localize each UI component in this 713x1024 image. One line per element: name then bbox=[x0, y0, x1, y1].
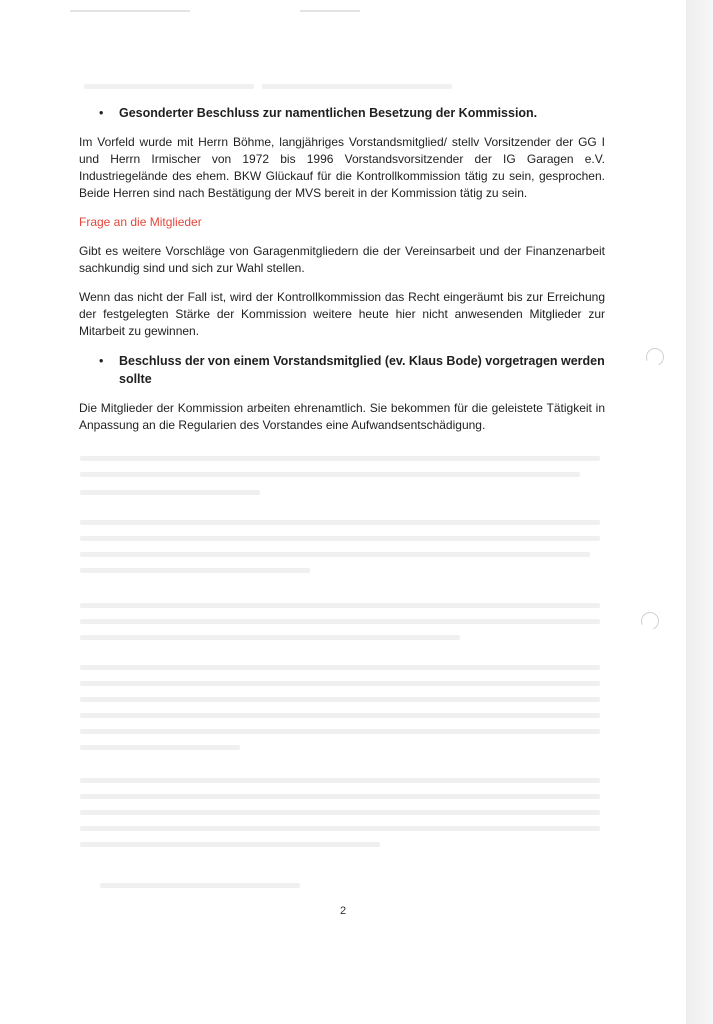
bleed-through-line bbox=[80, 697, 600, 702]
bleed-through-line bbox=[80, 681, 600, 686]
bleed-through-line bbox=[80, 794, 600, 799]
bleed-through-line bbox=[262, 84, 452, 89]
bleed-through-line bbox=[80, 552, 590, 557]
paragraph-ehrenamtlich: Die Mitglieder der Kommission arbeiten ehrenamtlich. Sie bekommen für die geleistete Tätigkeit in Anpassung an die Regularien des Vorstandes eine Aufwandsentschädigung. bbox=[79, 401, 605, 432]
punch-hole bbox=[643, 345, 666, 368]
bullet-heading-beschluss bbox=[79, 352, 605, 388]
bleed-through-line bbox=[80, 842, 380, 847]
bullet-icon: • bbox=[99, 354, 104, 368]
bleed-through-line bbox=[80, 778, 600, 783]
question-heading: Frage an die Mitglieder bbox=[79, 215, 202, 229]
bullet-heading-besetzung bbox=[79, 104, 605, 122]
bleed-through-line bbox=[80, 568, 310, 573]
scan-edge bbox=[686, 0, 713, 1024]
paragraph-vorschlaege: Gibt es weitere Vorschläge von Garagenmitgliedern die der Vereinsarbeit und der Finanzenarbeit sachkundig sind und sich zur Wahl stellen. bbox=[79, 244, 605, 275]
scan-mark bbox=[300, 10, 360, 12]
bleed-through-line bbox=[100, 883, 300, 888]
bullet-heading-text: Gesonderter Beschluss zur namentlichen Besetzung der Kommission. bbox=[119, 106, 538, 120]
bleed-through-line bbox=[80, 536, 600, 541]
bleed-through-line bbox=[80, 603, 600, 608]
bleed-through-line bbox=[80, 665, 600, 670]
punch-hole bbox=[638, 609, 661, 632]
bleed-through-line bbox=[80, 520, 600, 525]
bleed-through-line bbox=[80, 713, 600, 718]
bullet-heading-text: Beschluss der von einem Vorstandsmitglied (ev. Klaus Bode) vorgetragen werden sollte bbox=[119, 354, 605, 386]
bleed-through-line bbox=[80, 729, 600, 734]
document-body bbox=[79, 104, 605, 446]
bleed-through-line bbox=[80, 826, 600, 831]
paragraph-kontrollkommission: Wenn das nicht der Fall ist, wird der Kontrollkommission das Recht eingeräumt bis zur Erreichung der festgelegten Stärke der Kommission weitere heute hier nicht anwesenden Mitglieder zur Mitarbeit zu gewinnen. bbox=[79, 290, 605, 338]
bleed-through-line bbox=[80, 619, 600, 624]
bleed-through-line bbox=[80, 490, 260, 495]
paragraph-vorfeld: Im Vorfeld wurde mit Herrn Böhme, langjähriges Vorstandsmitglied/ stellv Vorsitzender der GG I und Herrn Irmischer von 1972 bis 1996 Vorstandsvorsitzender der IG Garagen e.V. Industriegelände des ehem. BKW Glückauf für die Kontrollkommission tätig zu sein, gesprochen. Beide Herren sind nach Bestätigung der MVS bereit in der Kommission tätig zu sein. bbox=[79, 135, 605, 200]
bleed-through-line bbox=[80, 472, 580, 477]
bleed-through-line bbox=[80, 456, 600, 461]
bullet-icon: • bbox=[99, 106, 104, 120]
bleed-through-line bbox=[80, 745, 240, 750]
bleed-through-line bbox=[80, 635, 460, 640]
bleed-through-line bbox=[84, 84, 254, 89]
bleed-through-line bbox=[80, 810, 600, 815]
page-number: 2 bbox=[339, 905, 347, 917]
scan-mark bbox=[70, 10, 190, 12]
